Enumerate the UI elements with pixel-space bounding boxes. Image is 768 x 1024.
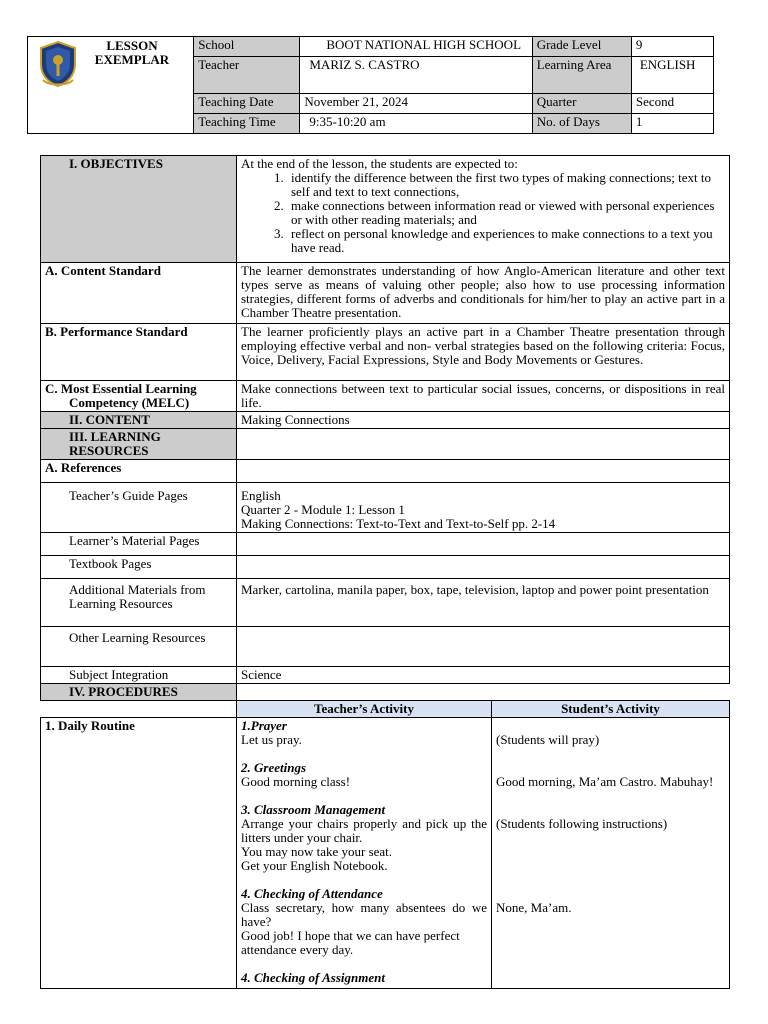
learners-material-label: Learner’s Material Pages xyxy=(41,533,237,556)
area-value: ENGLISH xyxy=(631,57,713,94)
additional-materials-label: Additional Materials from Learning Resources xyxy=(41,579,237,627)
management-text-2: You may now take your seat. xyxy=(241,844,393,859)
teachers-guide-label: Teacher’s Guide Pages xyxy=(41,483,237,533)
logo-title-cell xyxy=(28,37,194,134)
assignment-title: 4. Checking of Assignment xyxy=(241,970,385,985)
daily-routine-label: 1. Daily Routine xyxy=(41,718,237,989)
performance-standard-text: The learner proficiently plays an active part in a Chamber Theatre presentation through employing effective verbal and non- verbal strategies based on the following criteria: Focus, Voice, Delivery, Facial Expressions, Style and Body Movements or Gestures. xyxy=(237,324,730,381)
other-resources-label: Other Learning Resources xyxy=(41,627,237,667)
management-student-response: (Students following instructions) xyxy=(496,816,668,831)
school-value: BOOT NATIONAL HIGH SCHOOL xyxy=(300,37,532,57)
attendance-text-2: Good job! I hope that we can have perfect attendance every day. xyxy=(241,928,460,957)
days-value: 1 xyxy=(631,113,713,133)
textbook-label: Textbook Pages xyxy=(41,556,237,579)
references-label: A. References xyxy=(41,460,237,483)
content-text: Making Connections xyxy=(237,412,730,429)
prayer-title: 1.Prayer xyxy=(241,718,287,733)
management-text-3: Get your English Notebook. xyxy=(241,858,388,873)
objectives-content: At the end of the lesson, the students are expected to: 1. identify the difference between the first two types of making connections; text to self and text to text connections, 2. make connections between information read or viewed with personal experiences or with other reading materials; and 3. reflect on personal knowledge and experiences to make connections to a text you have read. xyxy=(237,156,730,263)
additional-materials-value: Marker, cartolina, manila paper, box, tape, television, laptop and power point presentation xyxy=(237,579,730,627)
prayer-student-response: (Students will pray) xyxy=(496,732,600,747)
performance-standard-label: B. Performance Standard xyxy=(41,324,237,381)
prayer-text: Let us pray. xyxy=(241,732,302,747)
procedures-empty xyxy=(237,684,730,701)
references-empty xyxy=(237,460,730,483)
date-value: November 21, 2024 xyxy=(300,93,532,113)
teacher-value: MARIZ S. CASTRO xyxy=(300,57,532,94)
procedures-label: IV. PROCEDURES xyxy=(41,684,237,701)
quarter-label: Quarter xyxy=(532,93,631,113)
melc-label: C. Most Essential Learning Competency (MELC) xyxy=(41,381,237,412)
teacher-label: Teacher xyxy=(194,57,300,94)
objective-item: 2. make connections between information read or viewed with personal experiences or with other reading materials; and xyxy=(287,199,725,227)
melc-text: Make connections between text to particular social issues, concerns, or dispositions in real life. xyxy=(237,381,730,412)
teacher-activity-header: Teacher’s Activity xyxy=(237,701,492,718)
time-label: Teaching Time xyxy=(194,113,300,133)
greetings-text: Good morning class! xyxy=(241,774,351,789)
header-table xyxy=(27,36,714,134)
grade-value: 9 xyxy=(631,37,713,57)
subject-integration-value: Science xyxy=(237,667,730,684)
teacher-activity-cell xyxy=(237,718,492,989)
learning-resources-empty xyxy=(237,429,730,460)
procedures-spacer xyxy=(41,701,237,718)
objective-item: 3. reflect on personal knowledge and experiences to make connections to a text you have read. xyxy=(287,227,725,255)
management-title: 3. Classroom Management xyxy=(241,802,386,817)
student-activity-cell xyxy=(492,718,730,989)
attendance-student-response: None, Ma’am. xyxy=(496,900,572,915)
lesson-plan-table xyxy=(40,155,730,989)
textbook-value xyxy=(237,556,730,579)
school-seal-icon xyxy=(37,40,79,88)
quarter-value: Second xyxy=(631,93,713,113)
content-label: II. CONTENT xyxy=(41,412,237,429)
objective-item: 1. identify the difference between the first two types of making connections; text to self and text to text connections, xyxy=(287,171,725,199)
date-label: Teaching Date xyxy=(194,93,300,113)
greetings-student-response: Good morning, Ma’am Castro. Mabuhay! xyxy=(496,774,714,789)
grade-label: Grade Level xyxy=(532,37,631,57)
area-label: Learning Area xyxy=(532,57,631,94)
days-label: No. of Days xyxy=(532,113,631,133)
content-standard-text: The learner demonstrates understanding of how Anglo-American literature and other text types serve as means of valuing other people; also how to use processing information strategies, different forms of adverbs and conditionals for him/her to play an active part in a Chamber Theatre presentation. xyxy=(237,263,730,324)
management-text: Arrange your chairs properly and pick up the litters under your chair. xyxy=(241,816,487,845)
other-resources-value xyxy=(237,627,730,667)
greetings-title: 2. Greetings xyxy=(241,760,306,775)
time-value: 9:35-10:20 am xyxy=(300,113,532,133)
student-activity-header: Student’s Activity xyxy=(492,701,730,718)
objectives-label: I. OBJECTIVES xyxy=(41,156,237,263)
school-label: School xyxy=(194,37,300,57)
learners-material-value xyxy=(237,533,730,556)
content-standard-label: A. Content Standard xyxy=(41,263,237,324)
learning-resources-label: III. LEARNING RESOURCES xyxy=(41,429,237,460)
attendance-text: Class secretary, how many absentees do we have? xyxy=(241,900,487,929)
subject-integration-label: Subject Integration xyxy=(41,667,237,684)
objectives-list xyxy=(241,171,725,255)
attendance-title: 4. Checking of Attendance xyxy=(241,886,383,901)
teachers-guide-value: English Quarter 2 - Module 1: Lesson 1 Making Connections: Text-to-Text and Text-to-Self pp. 2-14 xyxy=(237,483,730,533)
document-title: LESSON EXEMPLAR xyxy=(94,38,170,67)
